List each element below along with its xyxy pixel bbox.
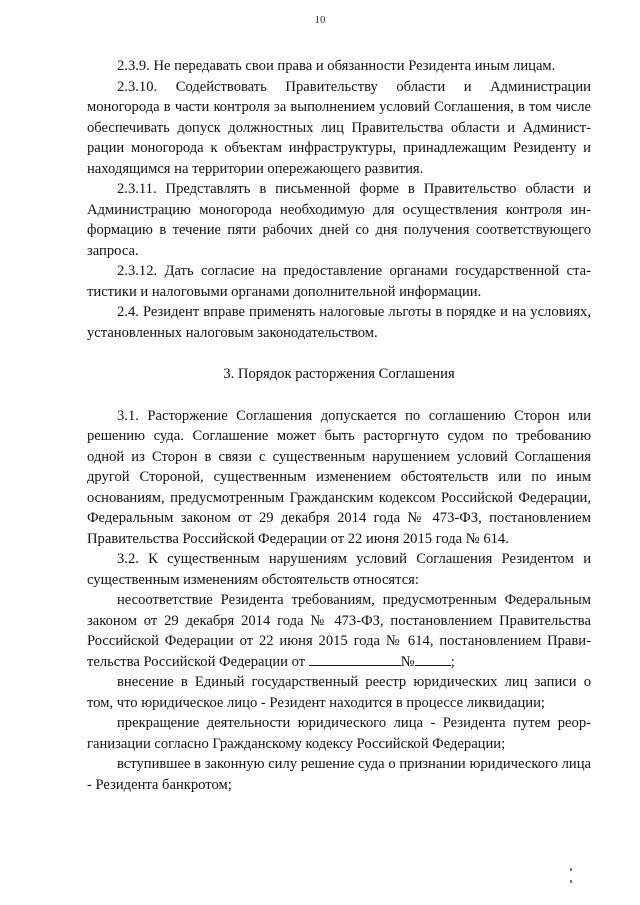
list-item-reorganization: прекращение деятельности юридического лица - Резидента путем реорганизации согласно Гражданскому кодексу Российской Федерации;	[87, 715, 591, 752]
list-item-end-punct: ;	[450, 653, 455, 670]
paragraph-3-1: 3.1. Расторжение Соглашения допускается по соглашению Сторон или решению суда. Соглашение может быть расторгнуто судом по требованию одной из Сторон в связи с существенным нарушением условий Соглашения другой Стороной, существенным изменением обстоятельств или по иным основаниям, предусмотренным Гражданским кодексом Российской Федерации, Федеральным законом от 29 декабря 2014 года № 473-ФЗ, постановлением Правительства Российской Федерации от 22 июня 2015 года № 614.	[87, 407, 591, 547]
number-sign: №	[400, 653, 415, 670]
date-blank-field	[309, 653, 401, 666]
list-item-bankruptcy: вступившее в законную силу решение суда о признании юридического лица - Резидента банкротом;	[87, 756, 591, 793]
section-heading: 3. Порядок расторжения Соглашения	[223, 366, 455, 382]
scan-artifact	[570, 880, 572, 883]
document-body	[87, 56, 591, 795]
paragraph-2-4: 2.4. Резидент вправе применять налоговые льготы в порядке и на условиях, установленных налоговым законодательством.	[87, 304, 591, 341]
list-item-noncompliance-text: несоответствие Резидента требованиям, предусмотренным Федеральным законом от 29 декабря 2014 года № 473-ФЗ, постановлением Правительства Российской Федерации от 22 июня 2015 года № 614, постановлением Правительства Российской Федерации от	[87, 592, 591, 670]
scan-artifact	[570, 868, 572, 871]
list-item-liquidation: внесение в Единый государственный реестр юридических лиц записи о том, что юридическое лицо - Резидент находится в процессе ликвидации;	[87, 674, 591, 711]
paragraph-2-3-12: 2.3.12. Дать согласие на предоставление органами государственной статистики и налоговыми органами дополнительной информации.	[87, 263, 591, 300]
list-item-noncompliance	[87, 590, 591, 672]
number-blank-field	[415, 653, 451, 666]
paragraph-2-3-9: 2.3.9. Не передавать свои права и обязанности Резидента иным лицам.	[117, 58, 556, 74]
paragraph-3-2: 3.2. К существенным нарушениям условий Соглашения Резидентом и существенным изменениям обстоятельств относятся:	[87, 551, 591, 588]
paragraph-2-3-10: 2.3.10. Содействовать Правительству области и Администрации моногорода в части контроля за выполнением условий Соглашения, в том числе обеспечивать допуск должностных лиц Правительства области и Администрации моногорода к объектам инфраструктуры, принадлежащим Резиденту и находящимся на территории опережающего развития.	[87, 78, 591, 177]
paragraph-2-3-11: 2.3.11. Представлять в письменной форме в Правительство области и Администрацию моногорода необходимую для осуществления контроля информацию в течение пяти рабочих дней со дня получения соответствующего запроса.	[87, 181, 591, 259]
page-number: 10	[314, 14, 326, 26]
